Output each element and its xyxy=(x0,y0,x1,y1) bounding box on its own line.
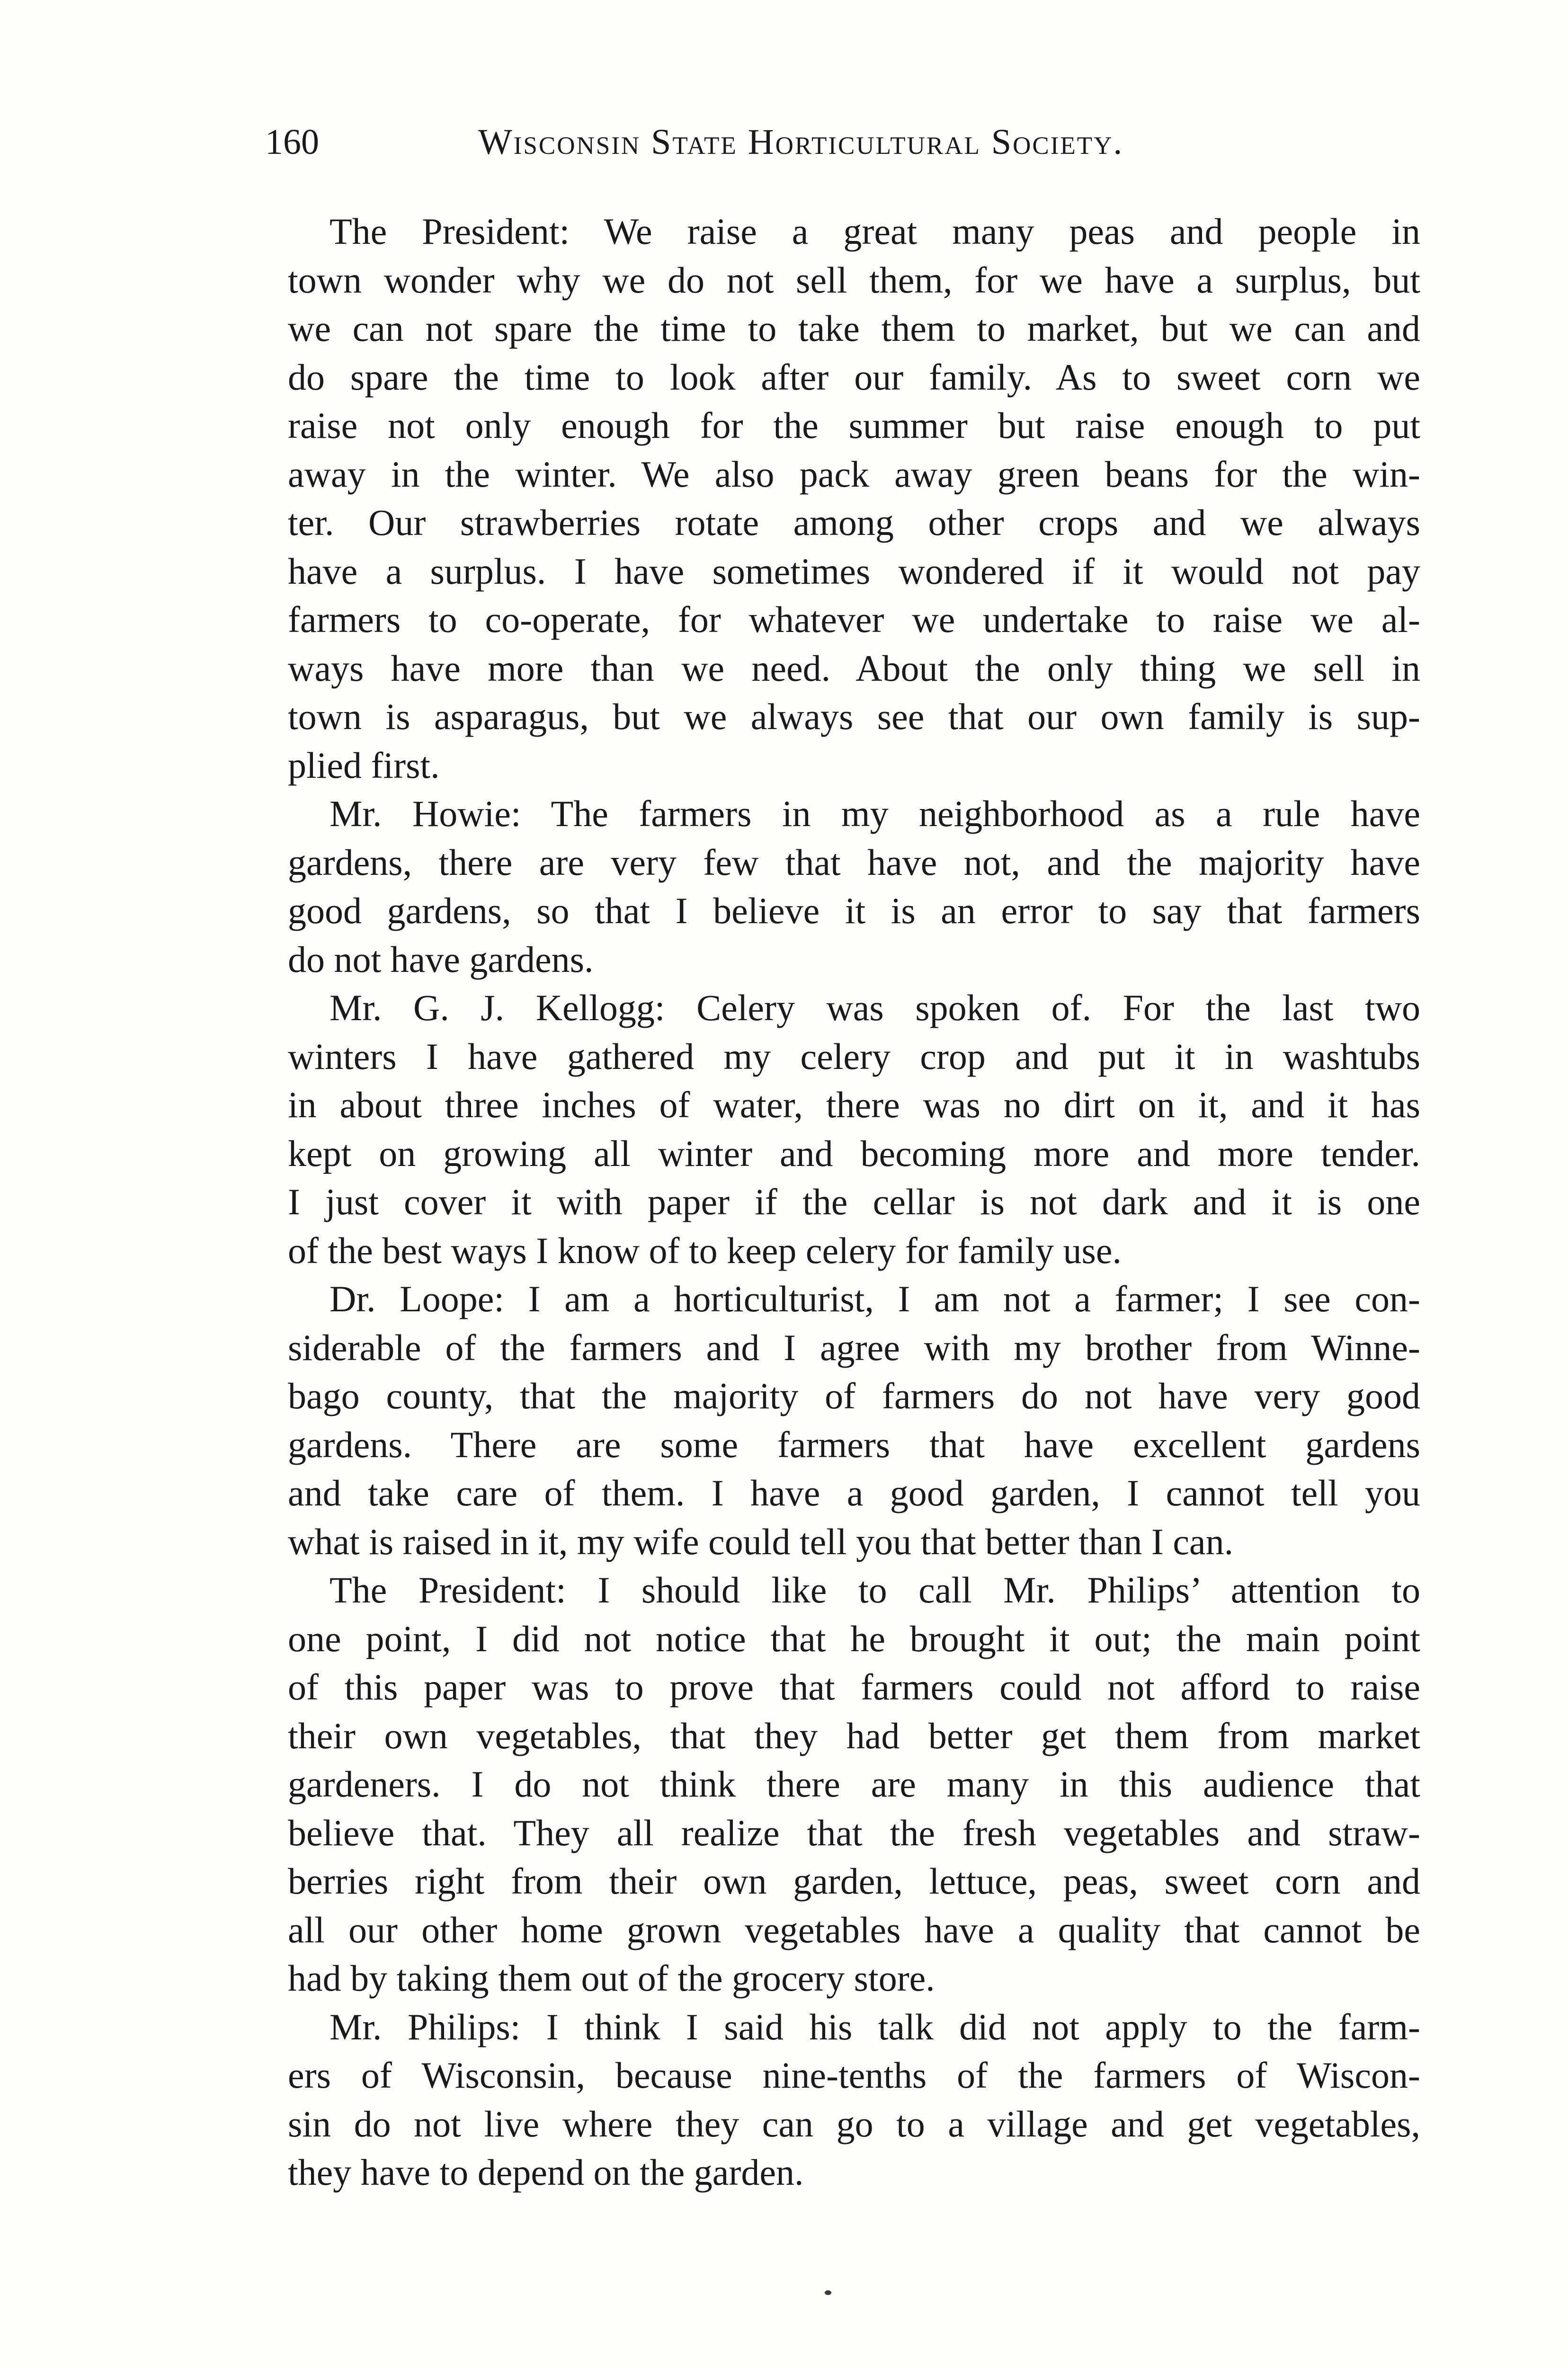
text-line: sin do not live where they can go to a village and get vegetables, xyxy=(288,2103,1420,2145)
text-line: have a surplus. I have sometimes wondered if it would not pay xyxy=(288,550,1420,592)
paragraph-president-2 xyxy=(288,1566,1420,2003)
text-line: what is raised in it, my wife could tell you that better than I can. xyxy=(288,1521,1234,1562)
text-line: of the best ways I know of to keep celery for family use. xyxy=(288,1229,1122,1271)
print-speck xyxy=(825,2290,831,2295)
text-line: one point, I did not notice that he brought it out; the main point xyxy=(288,1618,1420,1659)
text-line: had by taking them out of the grocery store. xyxy=(288,1958,935,1999)
text-line: bago county, that the majority of farmers do not have very good xyxy=(288,1375,1420,1416)
paragraph-philips xyxy=(288,2003,1420,2197)
text-line: town is asparagus, but we always see that our own family is sup- xyxy=(288,696,1420,737)
text-line: gardens. There are some farmers that have excellent gardens xyxy=(288,1424,1420,1465)
text-line: believe that. They all realize that the fresh vegetables and straw- xyxy=(288,1812,1420,1853)
paragraph-president-1 xyxy=(288,207,1420,790)
text-line: they have to depend on the garden. xyxy=(288,2152,804,2193)
text-line: of this paper was to prove that farmers could not afford to raise xyxy=(288,1666,1420,1708)
text-line: we can not spare the time to take them to market, but we can and xyxy=(288,308,1420,349)
text-line: Mr. Howie: The farmers in my neighborhood as a rule have xyxy=(330,793,1420,834)
text-line: ways have more than we need. About the only thing we sell in xyxy=(288,647,1420,689)
text-line: ter. Our strawberries rotate among other crops and we always xyxy=(288,502,1420,543)
text-line: ers of Wisconsin, because nine-tenths of the farmers of Wiscon- xyxy=(288,2055,1420,2096)
text-line: their own vegetables, that they had better get them from market xyxy=(288,1715,1420,1756)
text-line: kept on growing all winter and becoming more and more tender. xyxy=(288,1132,1420,1174)
text-line: town wonder why we do not sell them, for we have a surplus, but xyxy=(288,259,1420,301)
paragraph-loope xyxy=(288,1275,1420,1566)
text-line: gardens, there are very few that have not, and the majority have xyxy=(288,841,1420,883)
text-line: winters I have gathered my celery crop and put it in washtubs xyxy=(288,1035,1420,1077)
paragraph-howie xyxy=(288,790,1420,984)
text-line: berries right from their own garden, lettuce, peas, sweet corn and xyxy=(288,1860,1420,1902)
text-line: Mr. G. J. Kellogg: Celery was spoken of. For the last two xyxy=(330,987,1420,1028)
text-line: and take care of them. I have a good garden, I cannot tell you xyxy=(288,1472,1420,1513)
text-line: The President: We raise a great many peas and people in xyxy=(330,211,1420,252)
text-line: farmers to co-operate, for whatever we undertake to raise we al- xyxy=(288,599,1420,640)
text-line: I just cover it with paper if the cellar is not dark and it is one xyxy=(288,1181,1420,1222)
text-line: raise not only enough for the summer but raise enough to put xyxy=(288,405,1420,446)
text-line: plied first. xyxy=(288,744,440,786)
text-line: away in the winter. We also pack away green beans for the win- xyxy=(288,453,1420,495)
text-line: gardeners. I do not think there are many in this audience that xyxy=(288,1763,1420,1805)
text-line: all our other home grown vegetables have a quality that cannot be xyxy=(288,1909,1420,1950)
running-head xyxy=(265,114,1307,170)
text-line: Mr. Philips: I think I said his talk did not apply to the farm- xyxy=(330,2006,1420,2047)
text-line: do spare the time to look after our family. As to sweet corn we xyxy=(288,356,1420,398)
text-line: siderable of the farmers and I agree with my brother from Winne- xyxy=(288,1326,1420,1368)
text-line: Dr. Loope: I am a horticulturist, I am not a farmer; I see con- xyxy=(330,1278,1420,1319)
text-line: good gardens, so that I believe it is an error to say that farmers xyxy=(288,890,1420,931)
text-line: do not have gardens. xyxy=(288,938,594,980)
page-number: 160 xyxy=(265,122,319,162)
text-line: The President: I should like to call Mr. Philips’ attention to xyxy=(330,1569,1420,1611)
body-text xyxy=(288,207,1420,2197)
text-line: in about three inches of water, there was no dirt on it, and it has xyxy=(288,1084,1420,1125)
journal-title: Wisconsin State Horticultural Society. xyxy=(478,122,1124,162)
paragraph-kellogg xyxy=(288,984,1420,1275)
